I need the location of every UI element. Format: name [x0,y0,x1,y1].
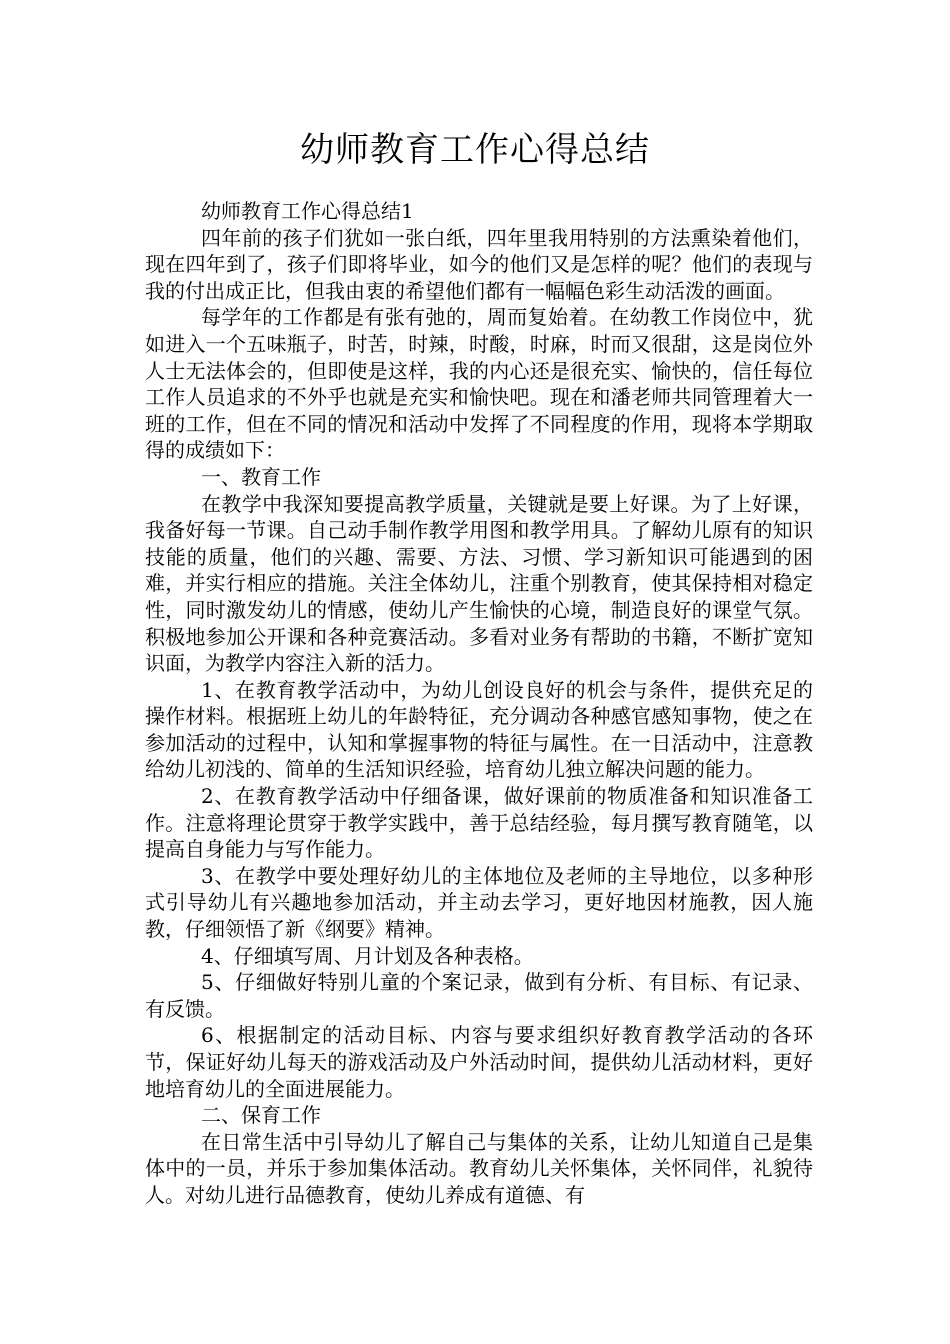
list-item: 4、仔细填写周、月计划及各种表格。 [201,943,534,968]
list-item: 3、在教学中要处理好幼儿的主体地位及老师的主导地位，以多种形式引导幼儿有兴趣地参加活动，并主动去学习，更好地因材施教，因人施教，仔细领悟了新《纲要》精神。 [145,863,813,942]
paragraph: 在教学中我深知要提高教学质量，关键就是要上好课。为了上好课，我备好每一节课。自己动手制作教学用图和教学用具。了解幼儿原有的知识技能的质量，他们的兴趣、需要、方法、习惯、学习新知识可能遇到的困难，并实行相应的措施。关注全体幼儿，注重个别教育，使其保持相对稳定性，同时激发幼儿的情感，使幼儿产生愉快的心境，制造良好的课堂气氛。积极地参加公开课和各种竞赛活动。多看对业务有帮助的书籍，不断扩宽知识面，为教学内容注入新的活力。 [145,491,813,676]
section-heading: 二、保育工作 [201,1103,321,1128]
list-item: 5、仔细做好特别儿童的个案记录，做到有分析、有目标、有记录、有反馈。 [145,970,813,1021]
paragraph: 四年前的孩子们犹如一张白纸，四年里我用特别的方法熏染着他们，现在四年到了，孩子们即将毕业，如今的他们又是怎样的呢？他们的表现与我的付出成正比，但我由衷的希望他们都有一幅幅色彩生动活泼的画面。 [145,225,813,303]
document-body [145,198,813,1209]
document-title: 幼师教育工作心得总结 [300,130,650,170]
list-item: 2、在教育教学活动中仔细备课，做好课前的物质准备和知识准备工作。注意将理论贯穿于教学实践中，善于总结经验，每月撰写教育随笔，以提高自身能力与写作能力。 [145,784,813,862]
paragraph: 在日常生活中引导幼儿了解自己与集体的关系，让幼儿知道自己是集体中的一员，并乐于参加集体活动。教育幼儿关怀集体，关怀同伴，礼貌待人。对幼儿进行品德教育，使幼儿养成有道德、有 [145,1129,813,1207]
paragraph: 每学年的工作都是有张有弛的，周而复始着。在幼教工作岗位中，犹如进入一个五味瓶子，时苦，时辣，时酸，时麻，时而又很甜，这是岗位外人士无法体会的，但即使是这样，我的内心还是很充实、愉快的，信任每位工作人员追求的不外乎也就是充实和愉快吧。现在和潘老师共同管理着大一班的工作，但在不同的情况和活动中发挥了不同程度的作用，现将本学期取得的成绩如下： [145,305,813,463]
list-item: 1、在教育教学活动中，为幼儿创设良好的机会与条件，提供充足的操作材料。根据班上幼儿的年龄特征，充分调动各种感官感知事物，使之在参加活动的过程中，认知和掌握事物的特征与属性。在一日活动中，注意教给幼儿初浅的、简单的生活知识经验，培育幼儿独立解决问题的能力。 [145,677,813,782]
section-heading: 幼师教育工作心得总结1 [201,199,414,223]
list-item: 6、根据制定的活动目标、内容与要求组织好教育教学活动的各环节，保证好幼儿每天的游戏活动及户外活动时间，提供幼儿活动材料，更好地培育幼儿的全面进展能力。 [145,1023,813,1101]
section-heading: 一、教育工作 [201,464,321,489]
